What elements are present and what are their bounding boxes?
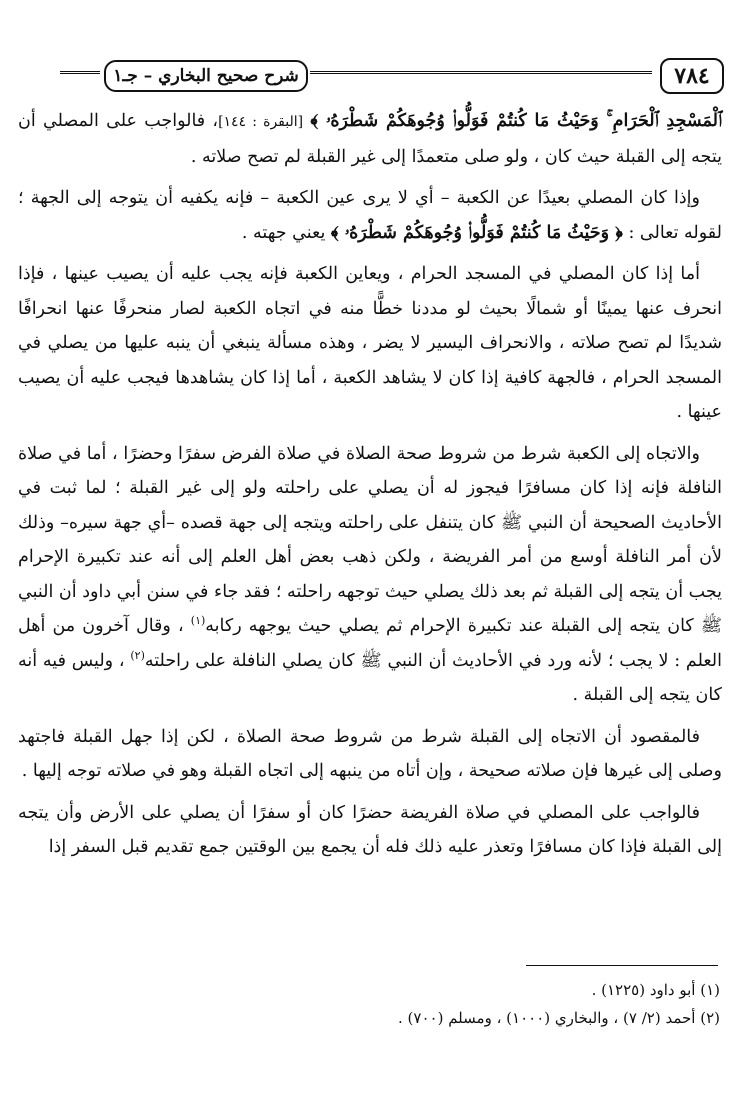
paragraph-4 [18,437,722,713]
book-title: شرح صحيح البخاري – جـ١ [104,60,308,92]
page-header [60,58,724,92]
footnote-1: (١) أبو داود (١٢٢٥) . [591,981,720,999]
header-rule-left [60,71,100,74]
footnotes [30,976,720,1032]
footnote-divider [526,965,718,966]
paragraph-text: يعني جهته . [241,222,326,243]
paragraph-1 [18,104,722,174]
main-text [18,104,722,872]
paragraph-2 [18,181,722,250]
header-rule-middle [310,71,652,74]
footnote-marker-1[interactable]: (١) [190,614,206,628]
page-number: ٧٨٤ [660,58,724,94]
paragraph-3: أما إذا كان المصلي في المسجد الحرام ، ويعاين الكعبة فإنه يجب عليه أن يصيب عينها ، فإذا انحرف عنها يمينًا أو شمالًا بحيث لو مددنا خطًّا منه في اتجاه الكعبة لصار منحرفًا عنها انحرافًا شديدًا لم تصح صلاته ، والانحراف اليسير لا يضر ، وهذه مسألة ينبغي أن ينبه عليها من يصلي في المسجد الحرام ، فالجهة كافية إذا كان لا يشاهد الكعبة ، أما إذا كان يشاهدها فيجب عليه أن يصيب عينها . [18,264,722,422]
paragraph-text: ، وقال آخرون من أهل العلم : لا يجب ؛ لأنه ورد في الأحاديث أن النبي ﷺ كان يصلي النافلة على راحلته [18,616,722,671]
footnote-marker-2[interactable]: (٢) [130,648,145,662]
paragraph-6: فالواجب على المصلي في صلاة الفريضة حضرًا كان أو سفرًا أن يصلي على الأرض وأن يتجه إلى القبلة فإذا كان مسافرًا وتعذر عليه ذلك فله أن يجمع بين الوقتين جمع تقديم قبل السفر إذا [18,802,722,857]
paragraph-5: فالمقصود أن الاتجاه إلى القبلة شرط من شروط صحة الصلاة ، لكن إذا جهل القبلة فاجتهد وصلى إلى غيرها فإن صلاته صحيحة ، وإن أتاه من ينبهه إلى اتجاه القبلة وهو في صلاته توجه إليها . [18,726,722,781]
quran-verse: ٱلْمَسْجِدِ ٱلْحَرَامِ ۚ وَحَيْثُ مَا كُنتُمْ فَوَلُّوا۟ وُجُوهَكُمْ شَطْرَهُۥ ﴾ [310,111,722,131]
verse-reference: [البقرة : ١٤٤] [218,114,304,130]
quran-verse: ﴿ وَحَيْثُ مَا كُنتُمْ فَوَلُّوا۟ وُجُوهَكُمْ شَطْرَهُۥ ﴾ [330,222,623,243]
paragraph-text: وإذا كان المصلي بعيدًا عن الكعبة – أي لا يرى عين الكعبة – فإنه يكفيه أن يتوجه إلى الجهة ؛ لقوله تعالى : [18,188,722,243]
paragraph-text: والاتجاه إلى الكعبة شرط من شروط صحة الصلاة في صلاة الفرض سفرًا وحضرًا ، أما في صلاة النافلة فإنه إذا كان مسافرًا فيجوز له أن يصلي على راحلته ولو إلى غير القبلة ؛ لما ثبت في الأحاديث الصحيحة أن النبي ﷺ كان يتنفل على راحلته ويتجه إلى جهة قصده –أي جهة سيره– وذلك لأن أمر النافلة أوسع من أمر الفريضة ، ولكن ذهب بعض أهل العلم إلى أنه عند تكبيرة الإحرام يجب أن يتجه إلى القبلة ثم بعد ذلك يصلي حيث توجهه راحلته ؛ فقد جاء في سنن أبي داود أن النبي ﷺ كان يتجه إلى القبلة عند تكبيرة الإحرام ثم يصلي حيث يوجهه ركابه [18,443,722,636]
footnote-2: (٢) أحمد (٢/ ٧) ، والبخاري (١٠٠٠) ، ومسلم (٧٠٠) . [398,1009,720,1027]
paragraph-text: ، وليس فيه أنه كان يتجه إلى القبلة . [18,650,722,705]
paragraph-text: ، فالواجب على المصلي أن يتجه إلى القبلة حيث كان ، ولو صلى متعمدًا إلى غير القبلة لم تصح صلاته . [18,111,722,167]
